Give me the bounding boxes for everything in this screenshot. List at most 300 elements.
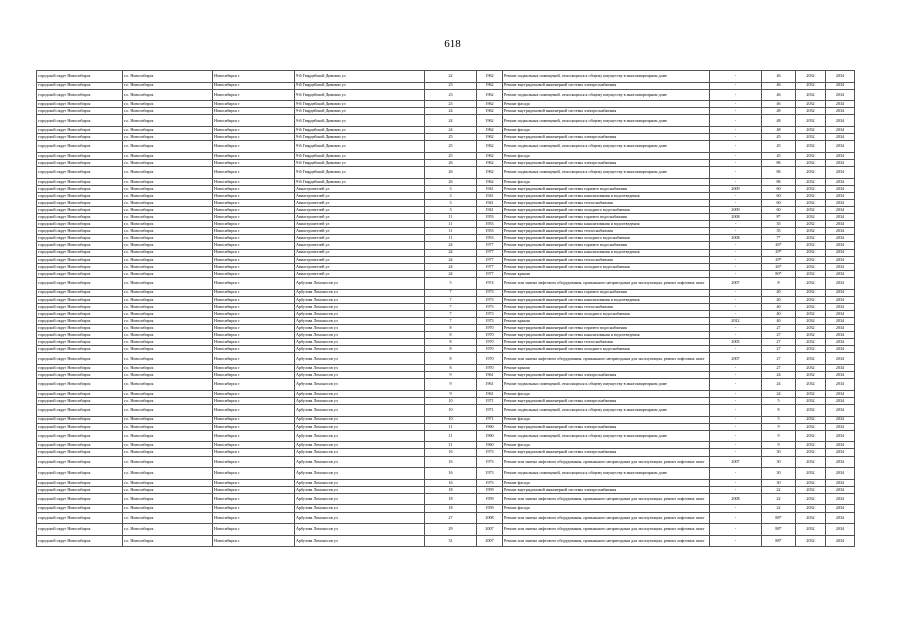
table-row bbox=[37, 479, 855, 486]
plan-start-year-cell: 2032 bbox=[796, 423, 826, 430]
table-row bbox=[37, 512, 855, 524]
house-number-cell: 25 bbox=[425, 141, 477, 153]
plan-end-year-cell: 2034 bbox=[826, 199, 855, 206]
last-repair-year-cell: - bbox=[710, 263, 762, 270]
district-cell: г.о. Новосибирск bbox=[123, 524, 213, 536]
house-number-cell: 11 bbox=[425, 221, 477, 228]
district-cell: г.о. Новосибирск bbox=[123, 235, 213, 242]
table-row bbox=[37, 390, 855, 397]
build-year-cell: 1941 bbox=[477, 192, 503, 199]
municipality-cell: городской округ Новосибирск bbox=[37, 82, 123, 89]
plan-end-year-cell: 2034 bbox=[826, 535, 855, 547]
build-year-cell: 1973 bbox=[477, 303, 503, 310]
municipality-cell: городской округ Новосибирск bbox=[37, 390, 123, 397]
build-year-cell: 1973 bbox=[477, 310, 503, 317]
plan-start-year-cell: 2032 bbox=[796, 332, 826, 339]
last-repair-year-cell: - bbox=[710, 468, 762, 480]
street-cell: Арбузова Ломоносов ул bbox=[295, 423, 425, 430]
last-repair-year-cell: - bbox=[710, 115, 762, 127]
plan-end-year-cell: 2034 bbox=[826, 89, 855, 101]
municipality-cell: городской округ Новосибирск bbox=[37, 235, 123, 242]
last-repair-year-cell: - bbox=[710, 108, 762, 115]
last-repair-year-cell: - bbox=[710, 390, 762, 397]
street-cell: Арбузова Ломоносов ул bbox=[295, 372, 425, 379]
street-cell: 9-й Гвардейской Дивизии ул bbox=[295, 152, 425, 159]
municipality-cell: городской округ Новосибирск bbox=[37, 512, 123, 524]
house-number-cell: 27 bbox=[425, 512, 477, 524]
district-cell: г.о. Новосибирск bbox=[123, 221, 213, 228]
table-row bbox=[37, 423, 855, 430]
street-cell: 9-й Гвардейской Дивизии ул bbox=[295, 71, 425, 83]
house-number-cell: 8 bbox=[425, 332, 477, 339]
municipality-cell: городской округ Новосибирск bbox=[37, 159, 123, 166]
plan-start-year-cell: 2032 bbox=[796, 159, 826, 166]
wear-percent-cell: 35 bbox=[762, 221, 796, 228]
last-repair-year-cell: - bbox=[710, 178, 762, 185]
house-number-cell: 24 bbox=[425, 256, 477, 263]
work-type-cell: Ремонт внутридомовой инженерной системы теплоснабжения bbox=[503, 339, 710, 346]
work-type-cell: Ремонт внутридомовой инженерной системы электроснабжения bbox=[503, 372, 710, 379]
work-type-cell: Ремонт внутридомовой инженерной системы электроснабжения bbox=[503, 108, 710, 115]
work-type-cell: Ремонт внутридомовой инженерной системы холодного водоснабжения bbox=[503, 235, 710, 242]
street-cell: Арбузова Ломоносов ул bbox=[295, 493, 425, 505]
city-cell: Новосибирск г bbox=[213, 108, 295, 115]
street-cell: 9-й Гвардейской Дивизии ул bbox=[295, 134, 425, 141]
plan-end-year-cell: 2034 bbox=[826, 423, 855, 430]
table-row bbox=[37, 339, 855, 346]
house-number-cell: 8 bbox=[425, 339, 477, 346]
plan-end-year-cell: 2034 bbox=[826, 289, 855, 296]
plan-start-year-cell: 2032 bbox=[796, 524, 826, 536]
house-number-cell: 16 bbox=[425, 456, 477, 468]
street-cell: 9-й Гвардейской Дивизии ул bbox=[295, 127, 425, 134]
city-cell: Новосибирск г bbox=[213, 524, 295, 536]
build-year-cell: 1977 bbox=[477, 263, 503, 270]
build-year-cell: 2007 bbox=[477, 524, 503, 536]
last-repair-year-cell: - bbox=[710, 430, 762, 442]
house-number-cell: 23 bbox=[425, 82, 477, 89]
city-cell: Новосибирск г bbox=[213, 115, 295, 127]
work-type-cell: Ремонт подвальных помещений, относящихся к общему имуществу в многоквартирном доме bbox=[503, 89, 710, 101]
plan-end-year-cell: 2034 bbox=[826, 404, 855, 416]
municipality-cell: городской округ Новосибирск bbox=[37, 535, 123, 547]
wear-percent-cell: 48 bbox=[762, 108, 796, 115]
district-cell: г.о. Новосибирск bbox=[123, 134, 213, 141]
house-number-cell: 5 bbox=[425, 277, 477, 289]
table-row bbox=[37, 159, 855, 166]
plan-end-year-cell: 2034 bbox=[826, 325, 855, 332]
street-cell: Авиастроителей ул bbox=[295, 185, 425, 192]
table-row bbox=[37, 310, 855, 317]
district-cell: г.о. Новосибирск bbox=[123, 397, 213, 404]
city-cell: Новосибирск г bbox=[213, 127, 295, 134]
municipality-cell: городской округ Новосибирск bbox=[37, 364, 123, 371]
build-year-cell: 1962 bbox=[477, 159, 503, 166]
municipality-cell: городской округ Новосибирск bbox=[37, 249, 123, 256]
work-type-cell: Ремонт внутридомовой инженерной системы теплоснабжения bbox=[503, 199, 710, 206]
build-year-cell: 1960 bbox=[477, 423, 503, 430]
house-number-cell: 3 bbox=[425, 185, 477, 192]
street-cell: Арбузова Ломоносов ул bbox=[295, 303, 425, 310]
municipality-cell: городской округ Новосибирск bbox=[37, 479, 123, 486]
district-cell: г.о. Новосибирск bbox=[123, 442, 213, 449]
work-type-cell: Ремонт подвальных помещений, относящихся к общему имуществу в многоквартирном доме bbox=[503, 468, 710, 480]
plan-start-year-cell: 2032 bbox=[796, 115, 826, 127]
plan-start-year-cell: 2032 bbox=[796, 228, 826, 235]
city-cell: Новосибирск г bbox=[213, 493, 295, 505]
table-row bbox=[37, 127, 855, 134]
district-cell: г.о. Новосибирск bbox=[123, 277, 213, 289]
plan-start-year-cell: 2032 bbox=[796, 364, 826, 371]
district-cell: г.о. Новосибирск bbox=[123, 82, 213, 89]
build-year-cell: 1961 bbox=[477, 379, 503, 391]
street-cell: Арбузова Ломоносов ул bbox=[295, 332, 425, 339]
work-type-cell: Ремонт или замена лифтового оборудования, признанного непригодным для эксплуатации, ремонт лифтовых шахт bbox=[503, 512, 710, 524]
work-type-cell: Ремонт фасада bbox=[503, 416, 710, 423]
wear-percent-cell: 27 bbox=[762, 353, 796, 365]
district-cell: г.о. Новосибирск bbox=[123, 228, 213, 235]
municipality-cell: городской округ Новосибирск bbox=[37, 325, 123, 332]
wear-percent-cell: 9 bbox=[762, 442, 796, 449]
street-cell: Арбузова Ломоносов ул bbox=[295, 317, 425, 324]
city-cell: Новосибирск г bbox=[213, 456, 295, 468]
table-body bbox=[37, 71, 855, 547]
last-repair-year-cell: - bbox=[710, 303, 762, 310]
house-number-cell: 10 bbox=[425, 404, 477, 416]
street-cell: Авиастроителей ул bbox=[295, 199, 425, 206]
build-year-cell: 1960 bbox=[477, 430, 503, 442]
wear-percent-cell: 46 bbox=[762, 71, 796, 83]
house-number-cell: 24 bbox=[425, 127, 477, 134]
work-type-cell: Ремонт внутридомовой инженерной системы холодного водоснабжения bbox=[503, 346, 710, 353]
work-type-cell: Ремонт фасада bbox=[503, 479, 710, 486]
street-cell: Арбузова Ломоносов ул bbox=[295, 397, 425, 404]
work-type-cell: Ремонт подвальных помещений, относящихся к общему имуществу в многоквартирном доме bbox=[503, 115, 710, 127]
work-type-cell: Ремонт внутридомовой инженерной системы электроснабжения bbox=[503, 134, 710, 141]
street-cell: 9-й Гвардейской Дивизии ул bbox=[295, 115, 425, 127]
house-number-cell: 8 bbox=[425, 353, 477, 365]
last-repair-year-cell: 2009 bbox=[710, 185, 762, 192]
build-year-cell: 1962 bbox=[477, 134, 503, 141]
municipality-cell: городской округ Новосибирск bbox=[37, 449, 123, 456]
plan-end-year-cell: 2034 bbox=[826, 372, 855, 379]
city-cell: Новосибирск г bbox=[213, 152, 295, 159]
plan-end-year-cell: 2034 bbox=[826, 152, 855, 159]
city-cell: Новосибирск г bbox=[213, 82, 295, 89]
table-row bbox=[37, 207, 855, 214]
plan-end-year-cell: 2034 bbox=[826, 192, 855, 199]
municipality-cell: городской округ Новосибирск bbox=[37, 442, 123, 449]
plan-end-year-cell: 2034 bbox=[826, 242, 855, 249]
build-year-cell: 1977 bbox=[477, 242, 503, 249]
plan-start-year-cell: 2032 bbox=[796, 512, 826, 524]
wear-percent-cell: 40 bbox=[762, 303, 796, 310]
house-number-cell: 11 bbox=[425, 430, 477, 442]
city-cell: Новосибирск г bbox=[213, 379, 295, 391]
table-row bbox=[37, 178, 855, 185]
street-cell: Авиастроителей ул bbox=[295, 214, 425, 221]
city-cell: Новосибирск г bbox=[213, 339, 295, 346]
last-repair-year-cell: 2007 bbox=[710, 456, 762, 468]
wear-percent-cell: 22 bbox=[762, 486, 796, 493]
district-cell: г.о. Новосибирск bbox=[123, 242, 213, 249]
last-repair-year-cell: - bbox=[710, 372, 762, 379]
city-cell: Новосибирск г bbox=[213, 364, 295, 371]
plan-start-year-cell: 2032 bbox=[796, 379, 826, 391]
wear-percent-cell: 26* bbox=[762, 242, 796, 249]
district-cell: г.о. Новосибирск bbox=[123, 141, 213, 153]
house-number-cell: 18 bbox=[425, 486, 477, 493]
last-repair-year-cell: - bbox=[710, 82, 762, 89]
city-cell: Новосибирск г bbox=[213, 185, 295, 192]
street-cell: Арбузова Ломоносов ул bbox=[295, 430, 425, 442]
municipality-cell: городской округ Новосибирск bbox=[37, 379, 123, 391]
build-year-cell: 1959 bbox=[477, 486, 503, 493]
last-repair-year-cell: - bbox=[710, 512, 762, 524]
municipality-cell: городской округ Новосибирск bbox=[37, 456, 123, 468]
city-cell: Новосибирск г bbox=[213, 486, 295, 493]
work-type-cell: Ремонт внутридомовой инженерной системы электроснабжения bbox=[503, 423, 710, 430]
wear-percent-cell: 8 bbox=[762, 404, 796, 416]
plan-start-year-cell: 2032 bbox=[796, 479, 826, 486]
table-row bbox=[37, 214, 855, 221]
work-type-cell: Ремонт подвальных помещений, относящихся к общему имуществу в многоквартирном доме bbox=[503, 430, 710, 442]
district-cell: г.о. Новосибирск bbox=[123, 325, 213, 332]
wear-percent-cell: 40 bbox=[762, 317, 796, 324]
wear-percent-cell: 40 bbox=[762, 310, 796, 317]
city-cell: Новосибирск г bbox=[213, 159, 295, 166]
district-cell: г.о. Новосибирск bbox=[123, 404, 213, 416]
district-cell: г.о. Новосибирск bbox=[123, 346, 213, 353]
street-cell: Авиастроителей ул bbox=[295, 256, 425, 263]
last-repair-year-cell: 2008 bbox=[710, 493, 762, 505]
plan-end-year-cell: 2034 bbox=[826, 310, 855, 317]
work-type-cell: Ремонт внутридомовой инженерной системы теплоснабжения bbox=[503, 228, 710, 235]
street-cell: Арбузова Ломоносов ул bbox=[295, 296, 425, 303]
plan-start-year-cell: 2032 bbox=[796, 456, 826, 468]
build-year-cell: 1959 bbox=[477, 505, 503, 512]
street-cell: Арбузова Ломоносов ул bbox=[295, 310, 425, 317]
house-number-cell: 24 bbox=[425, 242, 477, 249]
city-cell: Новосибирск г bbox=[213, 512, 295, 524]
municipality-cell: городской округ Новосибирск bbox=[37, 221, 123, 228]
table-row bbox=[37, 353, 855, 365]
last-repair-year-cell: - bbox=[710, 199, 762, 206]
table-row bbox=[37, 486, 855, 493]
build-year-cell: 1960 bbox=[477, 442, 503, 449]
last-repair-year-cell: - bbox=[710, 159, 762, 166]
build-year-cell: 1973 bbox=[477, 317, 503, 324]
district-cell: г.о. Новосибирск bbox=[123, 372, 213, 379]
plan-end-year-cell: 2034 bbox=[826, 101, 855, 108]
plan-end-year-cell: 2034 bbox=[826, 416, 855, 423]
municipality-cell: городской округ Новосибирск bbox=[37, 127, 123, 134]
build-year-cell: 1953 bbox=[477, 235, 503, 242]
city-cell: Новосибирск г bbox=[213, 397, 295, 404]
build-year-cell: 1961 bbox=[477, 372, 503, 379]
wear-percent-cell: 24 bbox=[762, 372, 796, 379]
table-row bbox=[37, 535, 855, 547]
plan-start-year-cell: 2032 bbox=[796, 89, 826, 101]
last-repair-year-cell: 2005 bbox=[710, 339, 762, 346]
city-cell: Новосибирск г bbox=[213, 505, 295, 512]
work-type-cell: Ремонт крыши bbox=[503, 270, 710, 277]
capital-repair-table bbox=[36, 70, 855, 547]
table-row bbox=[37, 505, 855, 512]
build-year-cell: 1962 bbox=[477, 101, 503, 108]
house-number-cell: 8 bbox=[425, 325, 477, 332]
work-type-cell: Ремонт внутридомовой инженерной системы холодного водоснабжения bbox=[503, 263, 710, 270]
last-repair-year-cell: - bbox=[710, 535, 762, 547]
city-cell: Новосибирск г bbox=[213, 178, 295, 185]
street-cell: Арбузова Ломоносов ул bbox=[295, 524, 425, 536]
table-row bbox=[37, 235, 855, 242]
plan-end-year-cell: 2034 bbox=[826, 270, 855, 277]
city-cell: Новосибирск г bbox=[213, 325, 295, 332]
street-cell: Авиастроителей ул bbox=[295, 270, 425, 277]
city-cell: Новосибирск г bbox=[213, 416, 295, 423]
plan-end-year-cell: 2034 bbox=[826, 486, 855, 493]
district-cell: г.о. Новосибирск bbox=[123, 71, 213, 83]
house-number-cell: 9 bbox=[425, 372, 477, 379]
plan-start-year-cell: 2032 bbox=[796, 468, 826, 480]
plan-start-year-cell: 2032 bbox=[796, 263, 826, 270]
street-cell: Арбузова Ломоносов ул bbox=[295, 390, 425, 397]
work-type-cell: Ремонт подвальных помещений, относящихся к общему имуществу в многоквартирном доме bbox=[503, 141, 710, 153]
wear-percent-cell: 60 bbox=[762, 199, 796, 206]
street-cell: Авиастроителей ул bbox=[295, 249, 425, 256]
municipality-cell: городской округ Новосибирск bbox=[37, 199, 123, 206]
work-type-cell: Ремонт внутридомовой инженерной системы электроснабжения bbox=[503, 82, 710, 89]
street-cell: Арбузова Ломоносов ул bbox=[295, 535, 425, 547]
house-number-cell: 3 bbox=[425, 207, 477, 214]
table-row bbox=[37, 332, 855, 339]
wear-percent-cell: 30 bbox=[762, 468, 796, 480]
house-number-cell: 7 bbox=[425, 317, 477, 324]
table-row bbox=[37, 270, 855, 277]
district-cell: г.о. Новосибирск bbox=[123, 535, 213, 547]
street-cell: Арбузова Ломоносов ул bbox=[295, 486, 425, 493]
last-repair-year-cell: - bbox=[710, 228, 762, 235]
wear-percent-cell: 46 bbox=[762, 89, 796, 101]
table-row bbox=[37, 364, 855, 371]
plan-end-year-cell: 2034 bbox=[826, 346, 855, 353]
wear-percent-cell: 48 bbox=[762, 115, 796, 127]
plan-start-year-cell: 2032 bbox=[796, 505, 826, 512]
work-type-cell: Ремонт фасада bbox=[503, 442, 710, 449]
table-row bbox=[37, 134, 855, 141]
house-number-cell: 29 bbox=[425, 524, 477, 536]
plan-start-year-cell: 2032 bbox=[796, 416, 826, 423]
table-row bbox=[37, 277, 855, 289]
wear-percent-cell: 27 bbox=[762, 325, 796, 332]
work-type-cell: Ремонт фасада bbox=[503, 178, 710, 185]
house-number-cell: 11 bbox=[425, 442, 477, 449]
work-type-cell: Ремонт внутридомовой инженерной системы электроснабжения bbox=[503, 397, 710, 404]
city-cell: Новосибирск г bbox=[213, 192, 295, 199]
build-year-cell: 1973 bbox=[477, 289, 503, 296]
plan-end-year-cell: 2034 bbox=[826, 524, 855, 536]
street-cell: 9-й Гвардейской Дивизии ул bbox=[295, 167, 425, 179]
municipality-cell: городской округ Новосибирск bbox=[37, 423, 123, 430]
city-cell: Новосибирск г bbox=[213, 442, 295, 449]
municipality-cell: городской округ Новосибирск bbox=[37, 134, 123, 141]
street-cell: Арбузова Ломоносов ул bbox=[295, 505, 425, 512]
plan-end-year-cell: 2034 bbox=[826, 256, 855, 263]
wear-percent-cell: 7* bbox=[762, 235, 796, 242]
page-number: 618 bbox=[444, 38, 461, 50]
house-number-cell: 3 bbox=[425, 192, 477, 199]
build-year-cell: 1959 bbox=[477, 493, 503, 505]
work-type-cell: Ремонт или замена лифтового оборудования, признанного непригодным для эксплуатации, ремонт лифтовых шахт bbox=[503, 535, 710, 547]
house-number-cell: 11 bbox=[425, 235, 477, 242]
wear-percent-cell: 60 bbox=[762, 185, 796, 192]
street-cell: Арбузова Ломоносов ул bbox=[295, 449, 425, 456]
last-repair-year-cell: - bbox=[710, 296, 762, 303]
house-number-cell: 7 bbox=[425, 303, 477, 310]
plan-start-year-cell: 2032 bbox=[796, 346, 826, 353]
table-row bbox=[37, 404, 855, 416]
plan-end-year-cell: 2034 bbox=[826, 108, 855, 115]
table-row bbox=[37, 228, 855, 235]
table-row bbox=[37, 303, 855, 310]
city-cell: Новосибирск г bbox=[213, 270, 295, 277]
plan-start-year-cell: 2032 bbox=[796, 167, 826, 179]
district-cell: г.о. Новосибирск bbox=[123, 289, 213, 296]
last-repair-year-cell: - bbox=[710, 479, 762, 486]
district-cell: г.о. Новосибирск bbox=[123, 512, 213, 524]
build-year-cell: 1962 bbox=[477, 82, 503, 89]
street-cell: Арбузова Ломоносов ул bbox=[295, 442, 425, 449]
plan-start-year-cell: 2032 bbox=[796, 101, 826, 108]
house-number-cell: 25 bbox=[425, 152, 477, 159]
plan-end-year-cell: 2034 bbox=[826, 127, 855, 134]
municipality-cell: городской округ Новосибирск bbox=[37, 486, 123, 493]
wear-percent-cell: 80* bbox=[762, 270, 796, 277]
work-type-cell: Ремонт крыши bbox=[503, 317, 710, 324]
table-row bbox=[37, 325, 855, 332]
plan-end-year-cell: 2034 bbox=[826, 277, 855, 289]
table-row bbox=[37, 192, 855, 199]
plan-end-year-cell: 2034 bbox=[826, 339, 855, 346]
plan-start-year-cell: 2032 bbox=[796, 270, 826, 277]
build-year-cell: 1970 bbox=[477, 353, 503, 365]
district-cell: г.о. Новосибирск bbox=[123, 296, 213, 303]
last-repair-year-cell: - bbox=[710, 325, 762, 332]
work-type-cell: Ремонт внутридомовой инженерной системы канализования и водоотведения bbox=[503, 296, 710, 303]
last-repair-year-cell: - bbox=[710, 332, 762, 339]
work-type-cell: Ремонт внутридомовой инженерной системы горячего водоснабжения bbox=[503, 289, 710, 296]
municipality-cell: городской округ Новосибирск bbox=[37, 416, 123, 423]
wear-percent-cell: 46 bbox=[762, 82, 796, 89]
plan-end-year-cell: 2034 bbox=[826, 159, 855, 166]
last-repair-year-cell: - bbox=[710, 423, 762, 430]
work-type-cell: Ремонт фасада bbox=[503, 390, 710, 397]
municipality-cell: городской округ Новосибирск bbox=[37, 256, 123, 263]
table-row bbox=[37, 397, 855, 404]
wear-percent-cell: 30 bbox=[762, 456, 796, 468]
last-repair-year-cell: 2008 bbox=[710, 235, 762, 242]
plan-start-year-cell: 2032 bbox=[796, 199, 826, 206]
wear-percent-cell: 27 bbox=[762, 332, 796, 339]
build-year-cell: 1953 bbox=[477, 214, 503, 221]
wear-percent-cell: 86 bbox=[762, 159, 796, 166]
municipality-cell: городской округ Новосибирск bbox=[37, 115, 123, 127]
plan-end-year-cell: 2034 bbox=[826, 332, 855, 339]
house-number-cell: 11 bbox=[425, 423, 477, 430]
house-number-cell: 26 bbox=[425, 178, 477, 185]
house-number-cell: 8 bbox=[425, 346, 477, 353]
